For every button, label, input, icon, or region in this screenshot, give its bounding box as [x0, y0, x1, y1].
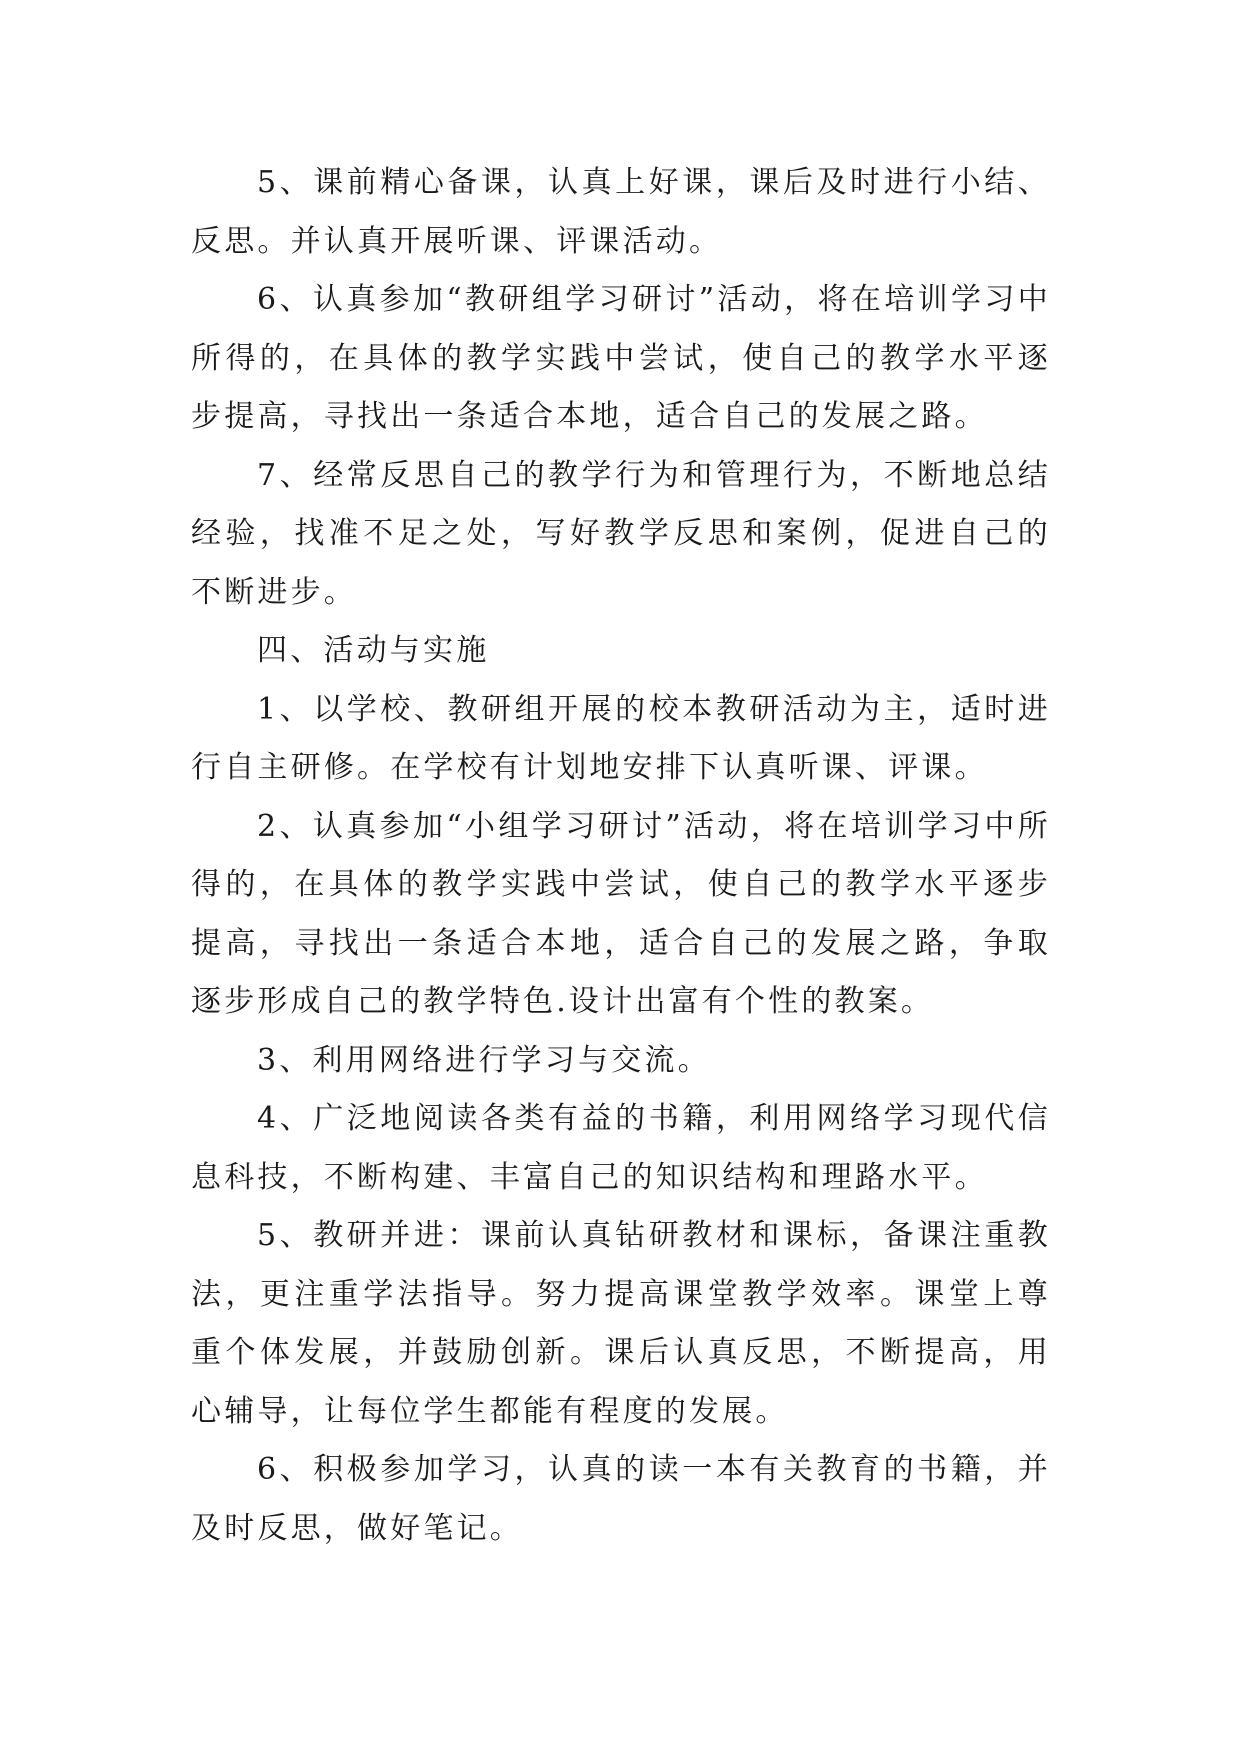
document-body: [191, 154, 1051, 1558]
paragraph-group-study: 2、认真参加“小组学习研讨”活动，将在培训学习中所得的，在具体的教学实践中尝试，使自己的教学水平逐步提高，寻找出一条适合本地，适合自己的发展之路，争取逐步形成自己的教学特色.设计出富有个性的教案。: [191, 808, 1051, 1019]
paragraph-study-notes: 6、积极参加学习，认真的读一本有关教育的书籍，并及时反思，做好笔记。: [191, 1452, 1051, 1546]
paragraph-reflection: 7、经常反思自己的教学行为和管理行为，不断地总结经验，找准不足之处，写好教学反思和案例，促进自己的不断进步。: [191, 457, 1051, 610]
paragraph-research-group: 6、认真参加“教研组学习研讨”活动，将在培训学习中所得的，在具体的教学实践中尝试，使自己的教学水平逐步提高，寻找出一条适合本地，适合自己的发展之路。: [191, 282, 1051, 434]
section-heading-activities: 四、活动与实施: [257, 633, 490, 668]
paragraph-prepare-lessons: 5、课前精心备课，认真上好课，课后及时进行小结、反思。并认真开展听课、评课活动。: [191, 165, 1051, 259]
paragraph-teaching-research: 5、教研并进：课前认真钻研教材和课标，备课注重教法，更注重学法指导。努力提高课堂教学效率。课堂上尊重个体发展，并鼓励创新。课后认真反思，不断提高，用心辅导，让每位学生都能有程度的发展。: [191, 1218, 1051, 1429]
paragraph-network-learning: 3、利用网络进行学习与交流。: [257, 1042, 711, 1078]
paragraph-school-research: 1、以学校、教研组开展的校本教研活动为主，适时进行自主研修。在学校有计划地安排下认真听课、评课。: [191, 691, 1051, 785]
paragraph-reading: 4、广泛地阅读各类有益的书籍，利用网络学习现代信息科技，不断构建、丰富自己的知识结构和理路水平。: [191, 1101, 1051, 1195]
